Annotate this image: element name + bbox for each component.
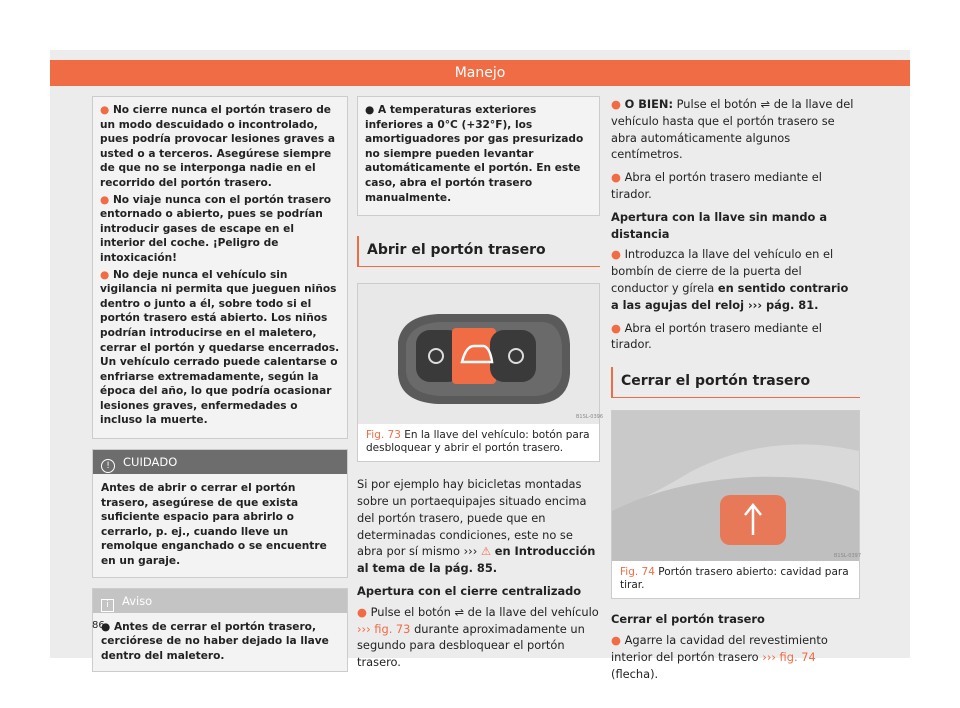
bullet-icon: ● <box>611 170 625 185</box>
body-paragraph: Si por ejemplo hay bicicletas montadas sobre un portaequipajes situado encima del portón trasero, puede que en determinadas condiciones, este no se abra por sí mismo ››› <box>357 477 587 559</box>
bullet-icon: ● <box>100 268 113 281</box>
cuidado-title: CUIDADO <box>123 455 178 470</box>
instruction-text: Agarre la cavidad del revestimiento interior del portón trasero <box>611 632 828 664</box>
tailgate-image <box>612 411 862 561</box>
instruction-text: Pulse el botón <box>676 97 757 111</box>
cuidado-text: Antes de abrir o cerrar el portón trasero, asegúrese de que exista suficiente espacio para abrirlo o cerrarlo, p. ej., cuando lleve un remolque enganchado o se encuentre en un garaje. <box>101 482 327 568</box>
figure-73 <box>357 283 604 462</box>
car-open-icon: ⇌ <box>760 97 771 111</box>
figure-label: Fig. 74 <box>620 566 655 579</box>
bullet-icon: ● <box>357 604 371 619</box>
aviso-box <box>92 588 348 673</box>
subheading: Apertura con el cierre centralizado <box>357 583 582 598</box>
obien-label: O BIEN: <box>624 97 674 111</box>
subheading: Cerrar el portón trasero <box>611 612 765 627</box>
info-icon: i <box>101 599 114 612</box>
caution-icon: ! <box>101 459 115 473</box>
warning-item: No deje nunca el vehículo sin vigilancia ni permita que jueguen niños dentro o junto a él, sobre todo si el portón trasero está abierto. Los niños podrían introducirse en el maletero, cerrar el portón y quedarse encerrados. Un vehículo cerrado puede calentarse o enfriarse extremadamente, según la época del año, lo que podría ocasionar lesiones graves, enfermedades o incluso la muerte. <box>100 268 340 427</box>
bullet-icon: ● <box>365 104 378 116</box>
instruction-text: Introduzca la llave del vehículo en el bombín de cierre de la puerta del conductor y gírela <box>611 247 834 295</box>
warning-box <box>92 96 348 439</box>
warning-item: No viaje nunca con el portón trasero entornado o abierto, pues se podrían introducir gases de escape en el interior del coche. ¡Peligro de intoxicación! <box>100 193 332 264</box>
temperature-warning-box <box>357 96 600 216</box>
figure-code: B1SL-0397 <box>834 553 862 560</box>
instruction-text: Pulse el botón <box>370 604 451 619</box>
bullet-icon: ● <box>611 247 625 262</box>
figure-74 <box>611 410 860 599</box>
page-reference[interactable]: en sentido contrario a las agujas del reloj ››› pág. 81. <box>611 280 849 312</box>
bullet-icon: ● <box>100 104 113 116</box>
figure-label: Fig. 73 <box>366 429 401 442</box>
page-number: 86 <box>92 620 105 631</box>
instruction-text: durante aproximadamente un segundo para desbloquear el portón trasero. <box>357 621 585 670</box>
key-image <box>358 284 604 424</box>
warning-item: No cierre nunca el portón trasero de un modo descuidado o incontrolado, pues podría provocar lesiones graves a usted o a terceros. Asegúrese siempre de que no se interponga nadie en el recorrido del portón trasero. <box>100 104 335 189</box>
figure-caption: Portón trasero abierto: cavidad para tirar. <box>620 566 849 592</box>
page-header: Manejo <box>50 60 910 86</box>
instruction-text: Abra el portón trasero mediante el tirador. <box>611 170 822 201</box>
figure-reference[interactable]: ››› fig. 74 <box>762 649 816 664</box>
warning-triangle-icon: ⚠ <box>480 544 492 559</box>
subheading: Apertura con la llave sin mando a distancia <box>611 209 828 241</box>
figure-code: B1SL-0396 <box>576 414 604 421</box>
column-1 <box>92 96 348 672</box>
instruction-text: Abra el portón trasero mediante el tirador. <box>611 320 822 352</box>
aviso-title: Aviso <box>122 593 153 608</box>
bullet-icon: ● <box>611 97 625 111</box>
car-open-icon: ⇌ <box>454 604 464 619</box>
tailgate-illustration <box>612 411 862 561</box>
section-title-cerrar: Cerrar el portón trasero <box>611 367 860 398</box>
cross-reference[interactable]: en Introducción al tema de la pág. 85. <box>357 544 596 576</box>
aviso-text: Antes de cerrar el portón trasero, cerciórese de no haber dejado la llave dentro del maletero. <box>101 620 329 662</box>
bullet-icon: ● <box>101 620 114 633</box>
instruction-text: de la llave del vehículo hasta que el portón trasero se abra automáticamente algunos centímetros. <box>611 97 854 162</box>
temperature-warning: A temperaturas exteriores inferiores a 0°C (+32°F), los amortiguadores por gas presurizado no siempre pueden levantar automáticamente el portón. En este caso, abra el portón trasero manualmente. <box>365 104 584 204</box>
bullet-icon: ● <box>100 193 113 206</box>
figure-reference[interactable]: ››› fig. 73 <box>357 621 411 636</box>
section-title-abrir: Abrir el portón trasero <box>357 236 600 267</box>
bullet-icon: ● <box>611 320 625 335</box>
column-2 <box>357 96 604 677</box>
figure-caption: En la llave del vehículo: botón para desbloquear y abrir el portón trasero. <box>366 429 590 455</box>
car-key-illustration <box>358 284 604 424</box>
cuidado-box <box>92 449 348 578</box>
instruction-text: (flecha). <box>611 666 659 681</box>
column-3 <box>611 96 860 688</box>
bullet-icon: ● <box>611 632 625 647</box>
instruction-text: de la llave del vehículo <box>467 604 599 619</box>
